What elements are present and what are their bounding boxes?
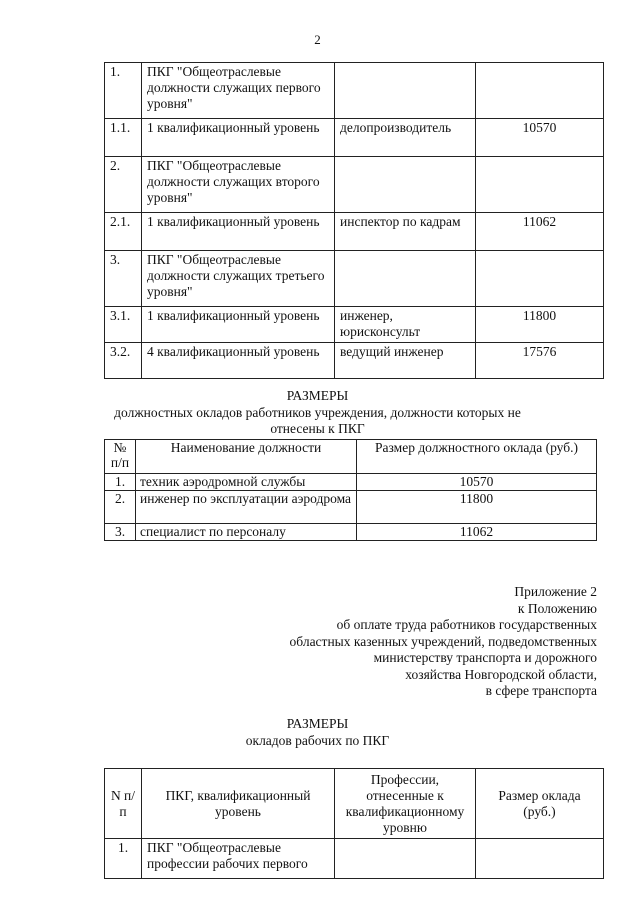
header-group: ПКГ, квалификационный уровень <box>142 769 335 839</box>
section-title: РАЗМЕРЫ <box>286 716 349 731</box>
workers-salary-table <box>104 768 604 879</box>
table-row <box>105 119 604 157</box>
appendix-line: к Положению <box>517 600 597 616</box>
qualification-level: 1 квалификационный уровень <box>142 119 335 157</box>
header-salary: Размер оклада (руб.) <box>476 769 604 839</box>
position-name: ведущий инженер <box>335 343 476 379</box>
table-row <box>105 491 597 524</box>
row-number: 1. <box>105 63 142 119</box>
qualification-level: ПКГ "Общеотраслевые должности служащих второго уровня" <box>142 157 335 213</box>
section-subtitle: отнесены к ПКГ <box>270 421 365 436</box>
qualification-level: 4 квалификационный уровень <box>142 343 335 379</box>
table-row <box>105 343 604 379</box>
table-row <box>105 157 604 213</box>
row-number: 2.1. <box>105 213 142 251</box>
row-number: 1. <box>105 474 136 491</box>
table-header-row <box>105 440 597 474</box>
position-name <box>335 251 476 307</box>
header-professions: Профессии, отнесенные к квалификационному уровню <box>335 769 476 839</box>
salary-value: 11800 <box>476 307 604 343</box>
position-name: специалист по персоналу <box>136 524 357 541</box>
position-name <box>335 63 476 119</box>
qualification-group: ПКГ "Общеотраслевые профессии рабочих первого <box>142 839 335 879</box>
appendix-note <box>290 584 597 700</box>
salary-value <box>476 63 604 119</box>
salary-value: 17576 <box>476 343 604 379</box>
row-number: 3.1. <box>105 307 142 343</box>
salary-value <box>476 839 604 879</box>
salary-value: 11062 <box>357 524 597 541</box>
position-name: инженер по эксплуатации аэродрома <box>136 491 357 524</box>
appendix-line: Приложение 2 <box>514 584 597 599</box>
appendix-line: министерству транспорта и дорожного <box>373 650 597 665</box>
salary-value: 11800 <box>357 491 597 524</box>
page-number: 2 <box>314 32 321 47</box>
non-pkg-salary-table <box>104 439 597 541</box>
qualification-level: 1 квалификационный уровень <box>142 307 335 343</box>
position-name <box>335 157 476 213</box>
salary-value <box>476 251 604 307</box>
table-row <box>105 474 597 491</box>
position-name: инспектор по кадрам <box>335 213 476 251</box>
table-row <box>105 307 604 343</box>
row-number: 1.1. <box>105 119 142 157</box>
section-subtitle: должностных окладов работников учреждения, должности которых не <box>114 405 521 420</box>
appendix-line: хозяйства Новгородской области, <box>405 666 597 682</box>
qualification-level: ПКГ "Общеотраслевые должности служащих первого уровня" <box>142 63 335 119</box>
table-row <box>105 63 604 119</box>
row-number: 1. <box>105 839 142 879</box>
appendix-line: в сфере транспорта <box>485 683 597 698</box>
position-name: инженер, юрисконсульт <box>335 307 476 343</box>
table-row <box>105 524 597 541</box>
position-name: техник аэродромной службы <box>136 474 357 491</box>
pkg-salary-table <box>104 62 604 379</box>
header-salary: Размер должностного оклада (руб.) <box>357 440 597 474</box>
row-number: 3. <box>105 524 136 541</box>
professions <box>335 839 476 879</box>
table-header-row <box>105 769 604 839</box>
section-subtitle: окладов рабочих по ПКГ <box>245 733 390 748</box>
salary-value: 10570 <box>357 474 597 491</box>
header-num: N п/п <box>105 769 142 839</box>
position-name: делопроизводитель <box>335 119 476 157</box>
row-number: 2. <box>105 157 142 213</box>
salary-value <box>476 157 604 213</box>
qualification-level: ПКГ "Общеотраслевые должности служащих третьего уровня" <box>142 251 335 307</box>
salary-value: 11062 <box>476 213 604 251</box>
table-row <box>105 213 604 251</box>
qualification-level: 1 квалификационный уровень <box>142 213 335 251</box>
table-row <box>105 839 604 879</box>
row-number: 3. <box>105 251 142 307</box>
table-row <box>105 251 604 307</box>
header-num: № п/п <box>105 440 136 474</box>
row-number: 2. <box>105 491 136 524</box>
appendix-line: областных казенных учреждений, подведомственных <box>289 633 597 649</box>
header-name: Наименование должности <box>136 440 357 474</box>
appendix-line: об оплате труда работников государственных <box>336 617 597 632</box>
row-number: 3.2. <box>105 343 142 379</box>
salary-value: 10570 <box>476 119 604 157</box>
section-title: РАЗМЕРЫ <box>286 388 349 403</box>
